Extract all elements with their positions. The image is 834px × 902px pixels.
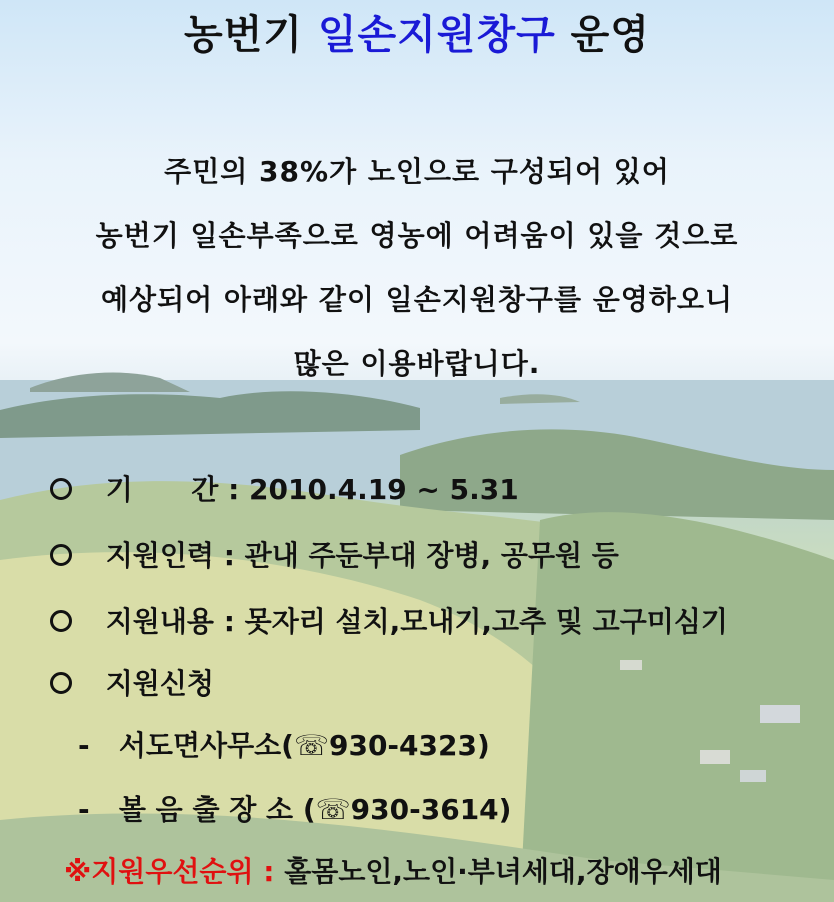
page-title xyxy=(0,8,834,62)
intro-line: 농번기 일손부족으로 영농에 어려움이 있을 것으로 xyxy=(95,219,739,252)
info-item-apply xyxy=(50,664,214,704)
circle-bullet-icon xyxy=(50,610,72,632)
priority-value: 홀몸노인,노인·부녀세대,장애우세대 xyxy=(284,855,722,888)
item-label: 지원인력 : xyxy=(105,539,235,572)
circle-bullet-icon xyxy=(50,544,72,566)
contact-dash: - xyxy=(78,793,90,826)
priority-label: ※지원우선순위 : xyxy=(64,855,275,888)
contact-phone: (☏930-4323) xyxy=(281,729,490,762)
circle-bullet-icon xyxy=(50,478,72,500)
contact-item xyxy=(78,726,490,766)
intro-line: 주민의 38%가 노인으로 구성되어 있어 xyxy=(164,155,670,188)
contact-name: 서도면사무소 xyxy=(118,729,282,762)
item-value: 관내 주둔부대 장병, 공무원 등 xyxy=(244,539,619,572)
item-label: 지원신청 xyxy=(105,667,214,700)
info-item-content xyxy=(50,602,728,642)
item-label: 기 간 : xyxy=(105,473,240,506)
item-label: 지원내용 : xyxy=(105,605,235,638)
title-part1: 농번기 xyxy=(184,12,303,58)
contact-phone: (☏930-3614) xyxy=(302,793,512,826)
priority-line xyxy=(64,852,722,892)
intro-line: 예상되어 아래와 같이 일손지원창구를 운영하오니 xyxy=(100,283,733,316)
contact-name: 볼 음 출 장 소 xyxy=(118,793,294,826)
info-item-period xyxy=(50,470,519,510)
contact-dash: - xyxy=(78,729,90,762)
circle-bullet-icon xyxy=(50,672,72,694)
title-part3: 운영 xyxy=(570,12,650,58)
info-item-staff xyxy=(50,536,619,576)
contact-item xyxy=(78,790,511,830)
intro-line: 많은 이용바랍니다. xyxy=(293,347,541,380)
item-value: 2010.4.19 ~ 5.31 xyxy=(249,473,519,506)
item-value: 못자리 설치,모내기,고추 및 고구미심기 xyxy=(244,605,728,638)
title-highlight: 일손지원창구 xyxy=(317,12,556,58)
